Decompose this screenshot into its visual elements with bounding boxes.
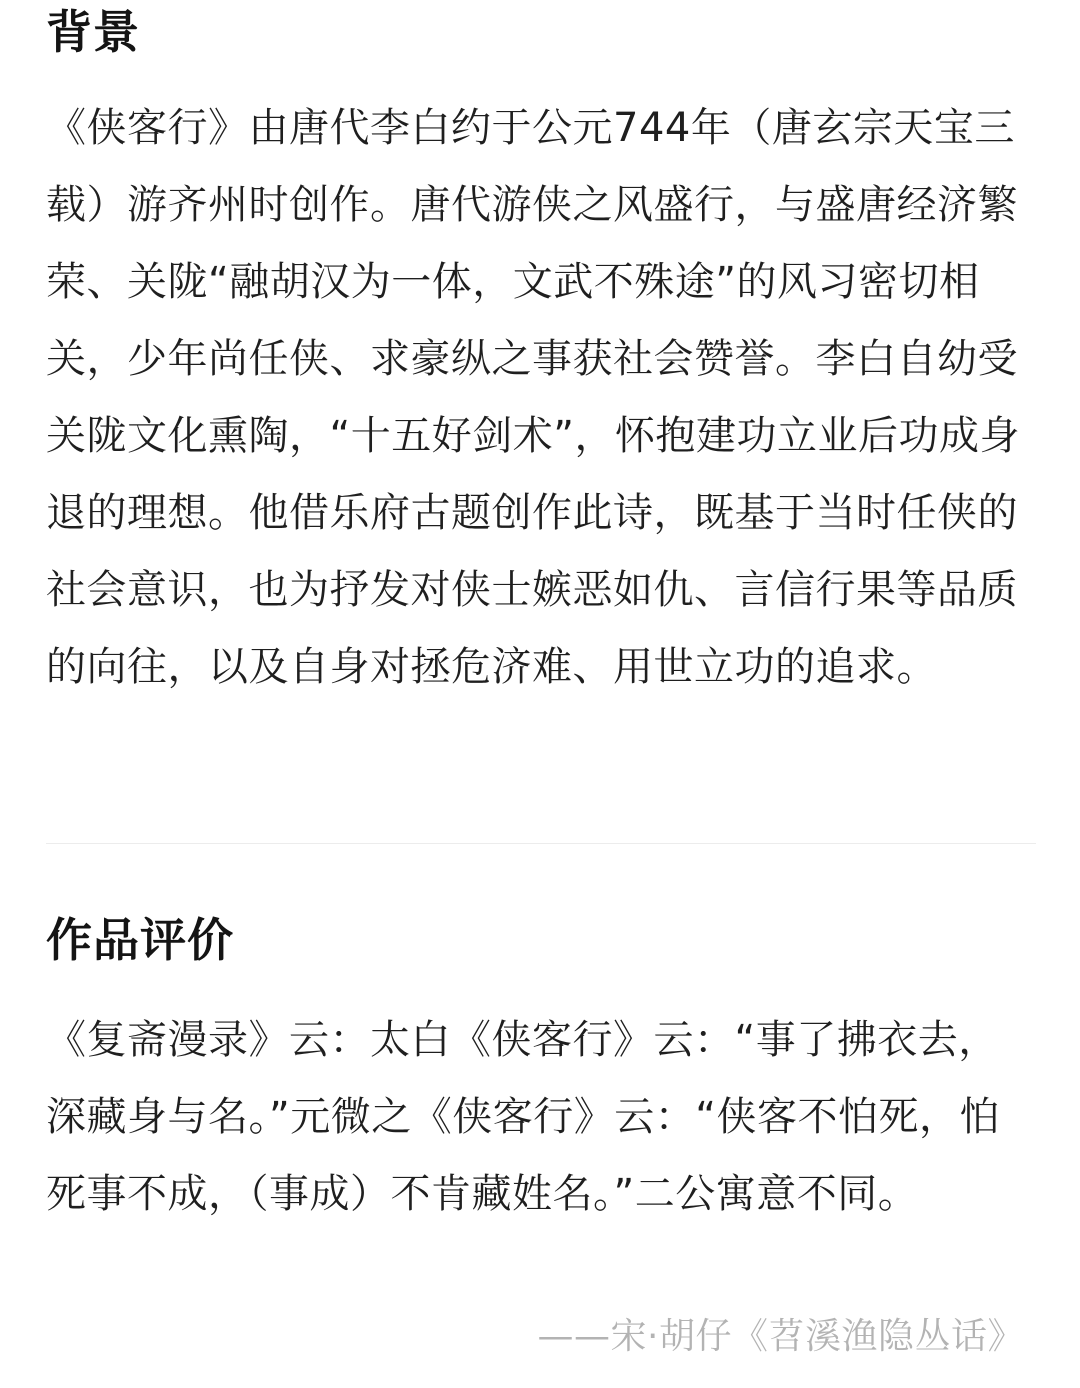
background-section bbox=[46, 4, 1036, 706]
evaluation-heading: 作品评价 bbox=[46, 913, 234, 967]
evaluation-source-citation: ——宋·胡仔《苕溪渔隐丛话》 bbox=[537, 1316, 1024, 1357]
section-divider bbox=[46, 843, 1036, 844]
evaluation-section bbox=[46, 912, 1036, 1233]
background-heading: 背景 bbox=[46, 5, 140, 59]
background-paragraph: 《侠客行》由唐代李白约于公元744年（唐玄宗天宝三载）游齐州时创作。唐代游侠之风盛行，与盛唐经济繁荣、关陇“融胡汉为一体，文武不殊途”的风习密切相关，少年尚任侠、求豪纵之事获社会赞誉。李白自幼受关陇文化熏陶，“十五好剑术”，怀抱建功立业后功成身退的理想。他借乐府古题创作此诗，既基于当时任侠的社会意识，也为抒发对侠士嫉恶如仇、言信行果等品质的向往，以及自身对拯危济难、用世立功的追求。 bbox=[46, 105, 1020, 690]
evaluation-paragraph: 《复斋漫录》云：太白《侠客行》云：“事了拂衣去，深藏身与名。”元微之《侠客行》云：“侠客不怕死，怕死事不成，（事成）不肯藏姓名。”二公寓意不同。 bbox=[46, 1017, 1000, 1217]
